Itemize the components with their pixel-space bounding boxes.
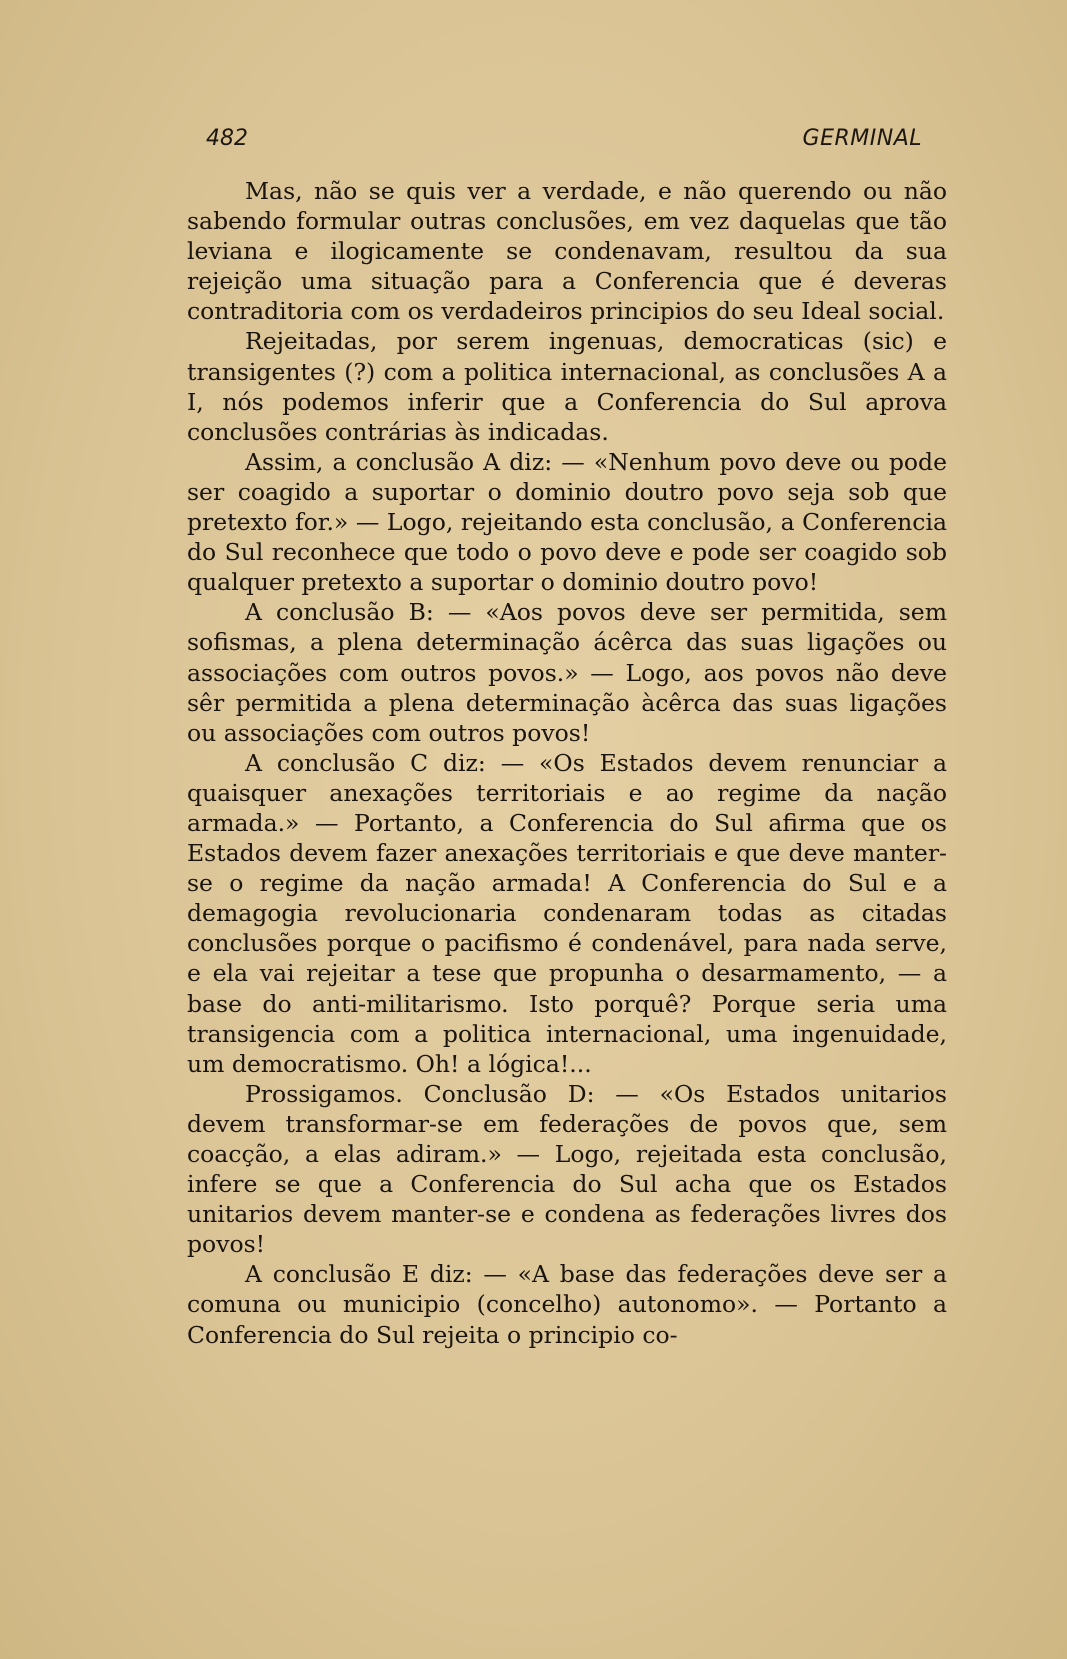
paragraph: Rejeitadas, por serem ingenuas, democraticas (sic) e transigentes (?) com a politica internacional, as conclusões A a I, nós podemos inferir que a Conferencia do Sul aprova conclusões contrárias às indicadas. — [187, 327, 947, 446]
paragraph: Mas, não se quis ver a verdade, e não querendo ou não sabendo formular outras conclusões, em vez daquelas que tão leviana e ilogicamente se condenavam, resultou da sua rejeição uma situação para a Conferencia que é deveras contraditoria com os verdadeiros principios do seu Ideal social. — [187, 177, 947, 326]
body-text — [187, 176, 947, 1350]
running-title: GERMINAL — [802, 126, 922, 151]
paragraph: A conclusão E diz: — «A base das federações deve ser a comuna ou municipio (concelho) autonomo». — Portanto a Conferencia do Sul rejeita o principio co- — [187, 1260, 947, 1349]
paragraph: Assim, a conclusão A diz: — «Nenhum povo deve ou pode ser coagido a suportar o dominio doutro povo seja sob que pretexto for.» — Logo, rejeitando esta conclusão, a Conferencia do Sul reconhece que todo o povo deve e pode ser coagido sob qualquer pretexto a suportar o dominio doutro povo! — [187, 447, 947, 597]
paragraph: Prossigamos. Conclusão D: — «Os Estados unitarios devem transformar-se em federações de povos que, sem coacção, a elas adiram.» — Logo, rejeitada esta conclusão, infere se que a Conferencia do Sul acha que os Estados unitarios devem manter-se e condena as federações livres dos povos! — [187, 1079, 947, 1259]
paragraph: A conclusão B: — «Aos povos deve ser permitida, sem sofismas, a plena determinação ácêrca das suas ligações ou associações com outros povos.» — Logo, aos povos não deve sêr permitida a plena determinação àcêrca das suas ligações ou associações com outros povos! — [187, 598, 947, 747]
paragraph: A conclusão C diz: — «Os Estados devem renunciar a quaisquer anexações territoriais e ao regime da nação armada.» — Portanto, a Conferencia do Sul afirma que os Estados devem fazer anexações territoriais e que deve manter-se o regime da nação armada! A Conferencia do Sul e a demagogia revolucionaria condenaram todas as citadas conclusões porque o pacifismo é condenável, para nada serve, e ela vai rejeitar a tese que propunha o desarmamento, — a base do anti-militarismo. Isto porquê? Porque seria uma transigencia com a politica internacional, uma ingenuidade, um democratismo. Oh! a lógica!... — [187, 748, 947, 1078]
page-number: 482 — [206, 126, 248, 151]
page-header — [206, 126, 922, 158]
